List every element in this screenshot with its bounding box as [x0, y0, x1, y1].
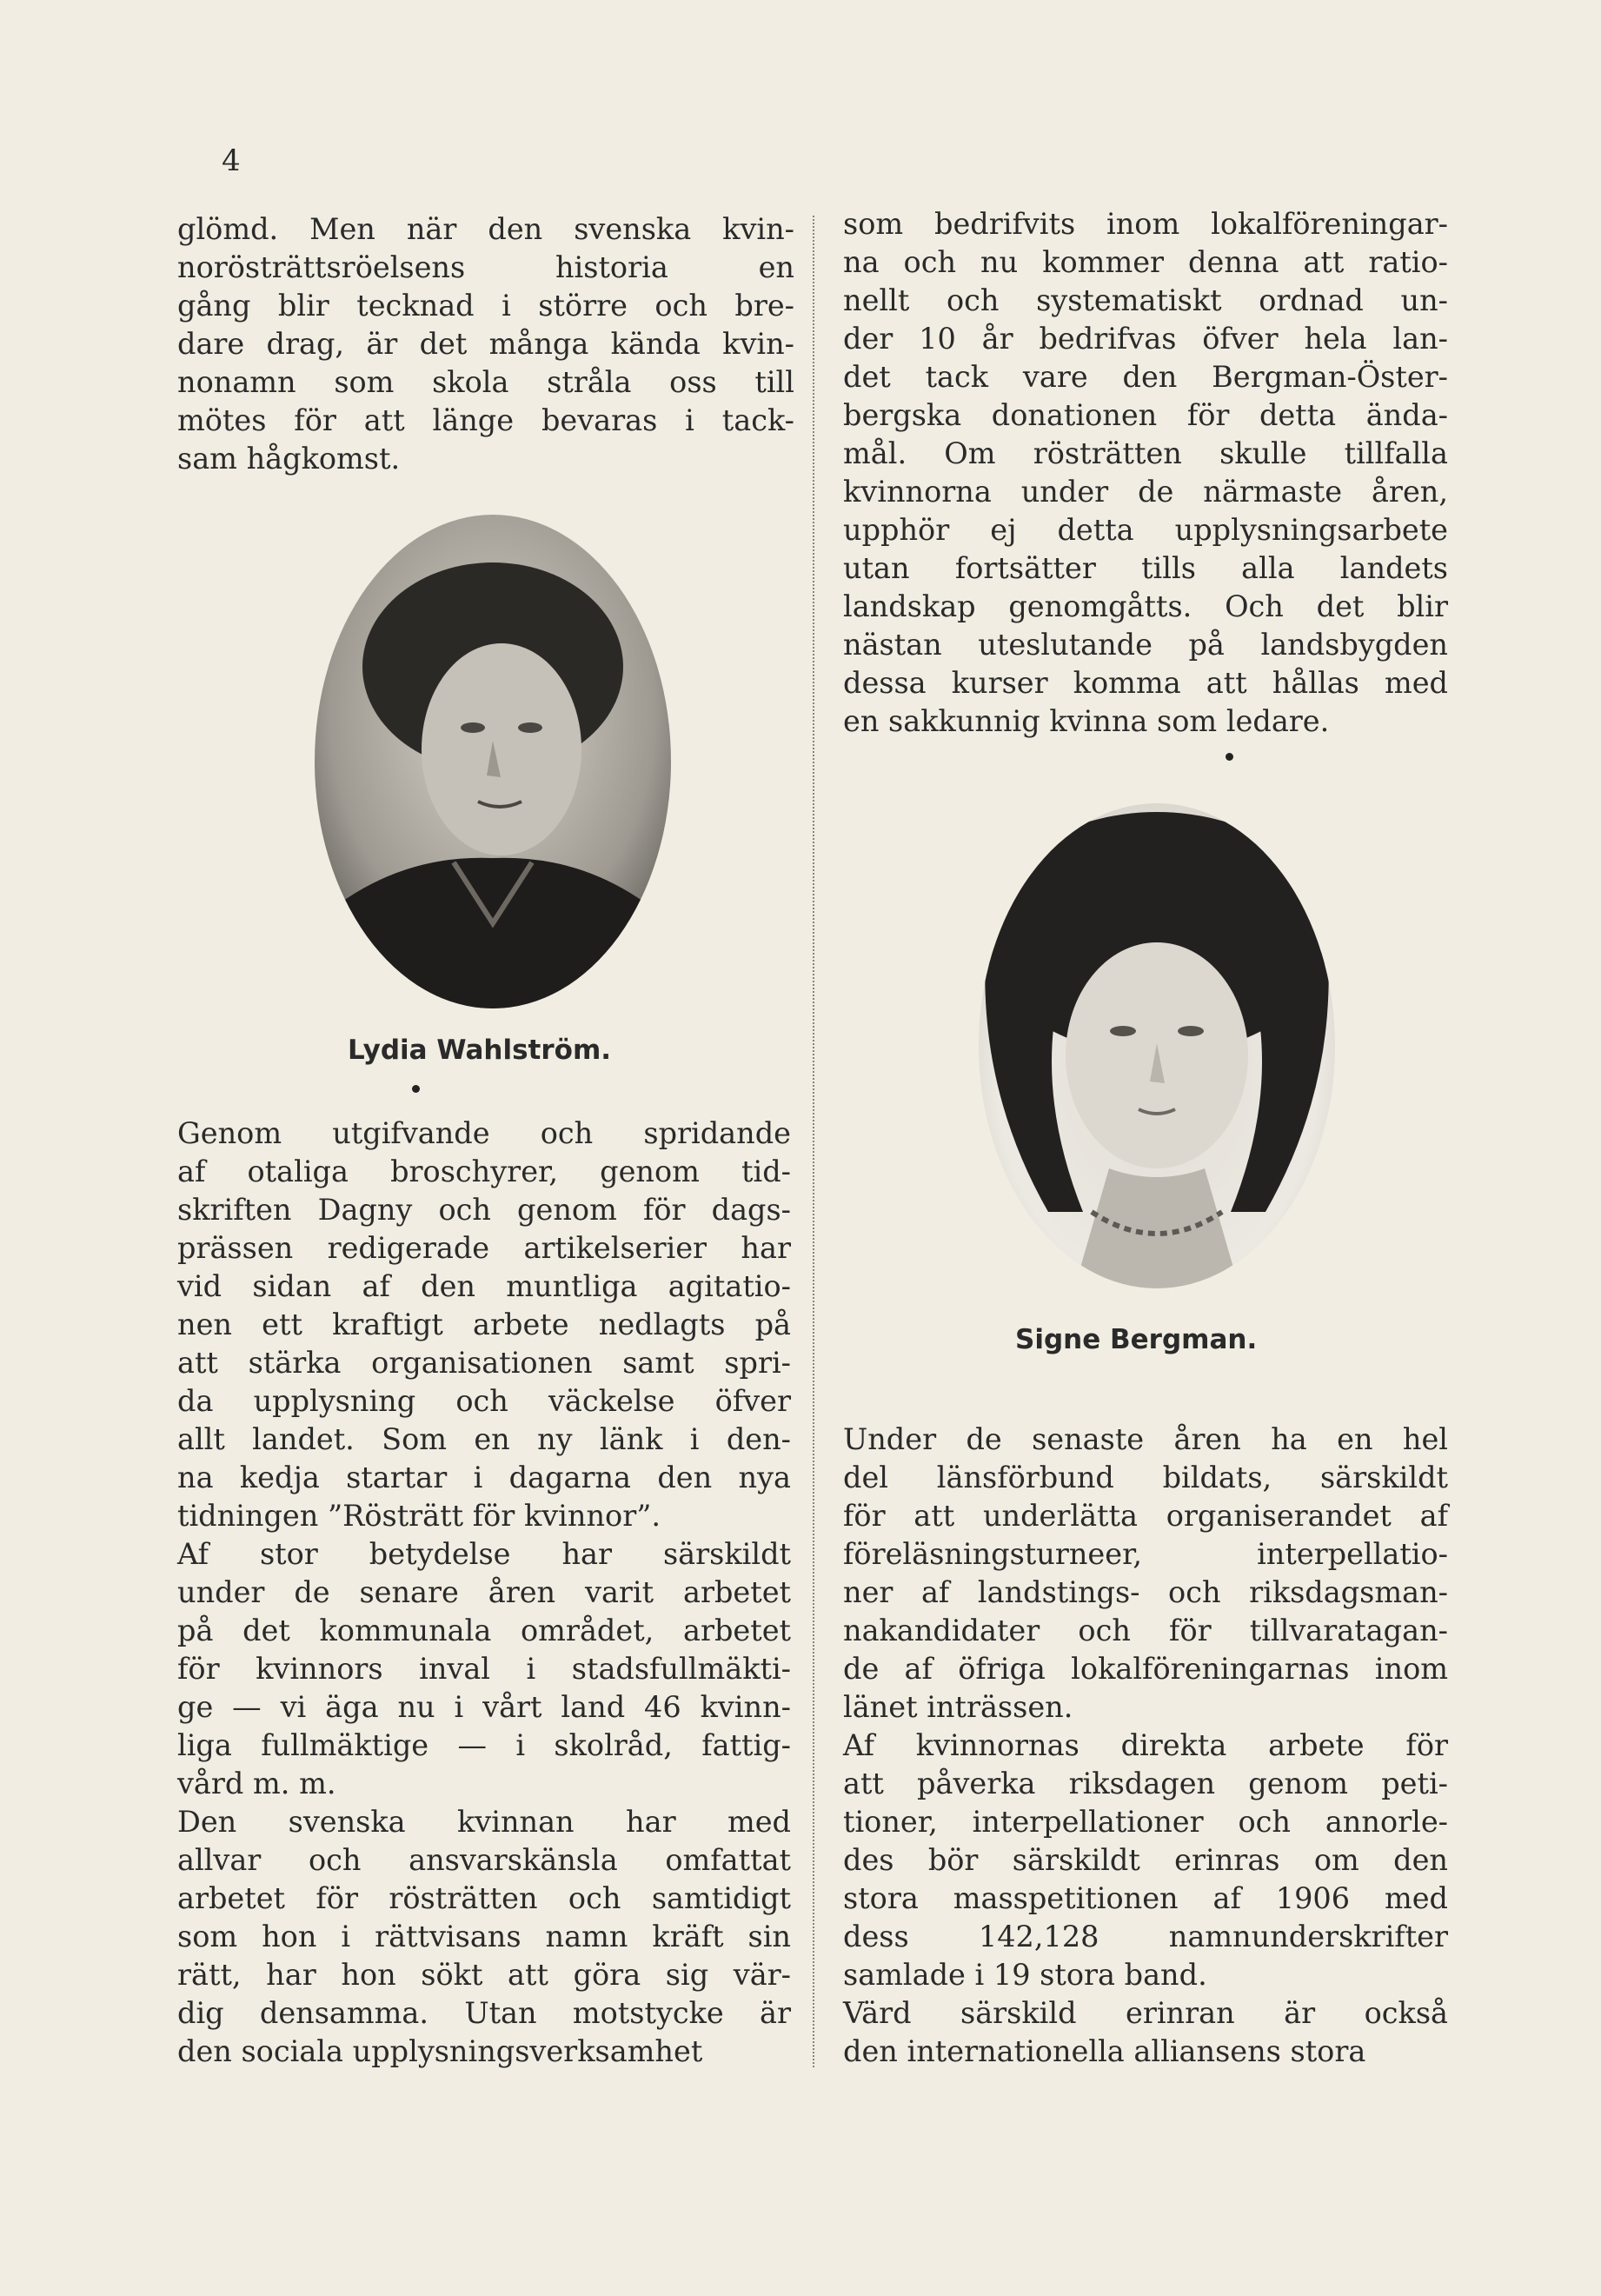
text-line: tidningen ”Rösträtt för kvinnor”. — [177, 1499, 661, 1533]
text-line: des bör särskildt erinras om den — [843, 1843, 1448, 1877]
text-line: Genom utgifvande och spridande — [177, 1116, 791, 1150]
text-line: på det kommunala området, arbetet — [177, 1614, 791, 1647]
text-line: allvar och ansvarskänsla omfattat — [177, 1843, 791, 1877]
bullet-ornament — [1226, 753, 1233, 761]
text-line: dig densamma. Utan motstycke är — [177, 1996, 791, 2030]
text-line: mål. Om rösträtten skulle tillfalla — [843, 436, 1448, 470]
text-line: prässen redigerade artikelserier har — [177, 1231, 791, 1265]
text-line: utan fortsätter tills alla landets — [843, 551, 1448, 585]
text-line: arbetet för rösträtten och samtidigt — [177, 1881, 791, 1915]
text-line: nellt och systematiskt ordnad un- — [843, 283, 1448, 317]
text-line: nakandidater och för tillvaratagan- — [843, 1614, 1448, 1647]
text-line: det tack vare den Bergman-Öster- — [843, 360, 1448, 394]
text-line: mötes för att länge bevaras i tack- — [177, 403, 794, 437]
text-line: dare drag, är det många kända kvin- — [177, 327, 794, 361]
text-line: Under de senaste åren ha en hel — [843, 1422, 1448, 1456]
page-number: 4 — [222, 143, 241, 178]
text-line: skriften Dagny och genom för dags- — [177, 1193, 791, 1227]
text-line: föreläsningsturneer, interpellatio- — [843, 1537, 1448, 1571]
bullet-ornament — [412, 1085, 420, 1093]
text-line: dess 142,128 namnunderskrifter — [843, 1920, 1448, 1953]
text-line: del länsförbund bildats, särskildt — [843, 1461, 1448, 1494]
portrait-caption: Signe Bergman. — [1015, 1324, 1258, 1355]
text-line: glömd. Men när den svenska kvin- — [177, 212, 794, 246]
portrait-photo-signe-bergman — [979, 803, 1335, 1288]
text-line: na och nu kommer denna att ratio- — [843, 245, 1448, 279]
text-line: nonamn som skola stråla oss till — [177, 365, 794, 399]
text-line: att stärka organisationen samt spri- — [177, 1346, 791, 1380]
text-line: liga fullmäktige — i skolråd, fattig- — [177, 1728, 791, 1762]
left-column-bottom-text — [177, 1115, 791, 2071]
right-column-top-text — [843, 205, 1448, 741]
text-line: under de senare åren varit arbetet — [177, 1575, 791, 1609]
text-line: nen ett kraftigt arbete nedlagts på — [177, 1308, 791, 1341]
text-line: da upplysning och väckelse öfver — [177, 1384, 791, 1418]
portrait-caption: Lydia Wahlström. — [348, 1035, 612, 1066]
text-line: bergska donationen för detta ända- — [843, 398, 1448, 432]
right-column-bottom-text — [843, 1421, 1448, 2071]
text-line: vid sidan af den muntliga agitatio- — [177, 1269, 791, 1303]
text-line: Den svenska kvinnan har med — [177, 1805, 791, 1839]
text-line: stora masspetitionen af 1906 med — [843, 1881, 1448, 1915]
text-line: ge — vi äga nu i vårt land 46 kvinn- — [177, 1690, 791, 1724]
left-column-top-text — [177, 210, 794, 478]
text-line: nästan uteslutande på landsbygden — [843, 628, 1448, 662]
text-line: Af kvinnornas direkta arbete för — [843, 1728, 1448, 1762]
text-line: vård m. m. — [177, 1767, 336, 1800]
text-line: landskap genomgåtts. Och det blir — [843, 589, 1448, 623]
portrait-photo-lydia-wahlstrom — [315, 515, 671, 1008]
text-line: allt landet. Som en ny länk i den- — [177, 1422, 791, 1456]
text-line: dessa kurser komma att hållas med — [843, 666, 1448, 700]
text-line: ner af landstings- och riksdagsman- — [843, 1575, 1448, 1609]
text-line: der 10 år bedrifvas öfver hela lan- — [843, 322, 1448, 356]
text-line: na kedja startar i dagarna den nya — [177, 1461, 791, 1494]
text-line: norösträttsröelsens historia en — [177, 250, 794, 284]
text-line: Af stor betydelse har särskildt — [177, 1537, 791, 1571]
text-line: samlade i 19 stora band. — [843, 1958, 1207, 1992]
text-line: en sakkunnig kvinna som ledare. — [843, 704, 1330, 738]
text-line: som bedrifvits inom lokalföreningar- — [843, 207, 1448, 241]
column-divider — [813, 216, 814, 2067]
text-line: de af öfriga lokalföreningarnas inom — [843, 1652, 1448, 1686]
text-line: den internationella alliansens stora — [843, 2034, 1366, 2068]
text-line: upphör ej detta upplysningsarbete — [843, 513, 1448, 547]
text-line: sam hågkomst. — [177, 442, 401, 476]
text-line: kvinnorna under de närmaste åren, — [843, 475, 1448, 509]
text-line: för kvinnors inval i stadsfullmäkti- — [177, 1652, 791, 1686]
text-line: Värd särskild erinran är också — [843, 1996, 1448, 2030]
text-line: gång blir tecknad i större och bre- — [177, 289, 794, 323]
text-line: som hon i rättvisans namn kräft sin — [177, 1920, 791, 1953]
text-line: tioner, interpellationer och annorle- — [843, 1805, 1448, 1839]
text-line: att påverka riksdagen genom peti- — [843, 1767, 1448, 1800]
text-line: af otaliga broschyrer, genom tid- — [177, 1155, 791, 1188]
text-line: rätt, har hon sökt att göra sig vär- — [177, 1958, 791, 1992]
text-line: den sociala upplysningsverksamhet — [177, 2034, 703, 2068]
text-line: för att underlätta organiserandet af — [843, 1499, 1448, 1533]
text-line: länet inträssen. — [843, 1690, 1073, 1724]
